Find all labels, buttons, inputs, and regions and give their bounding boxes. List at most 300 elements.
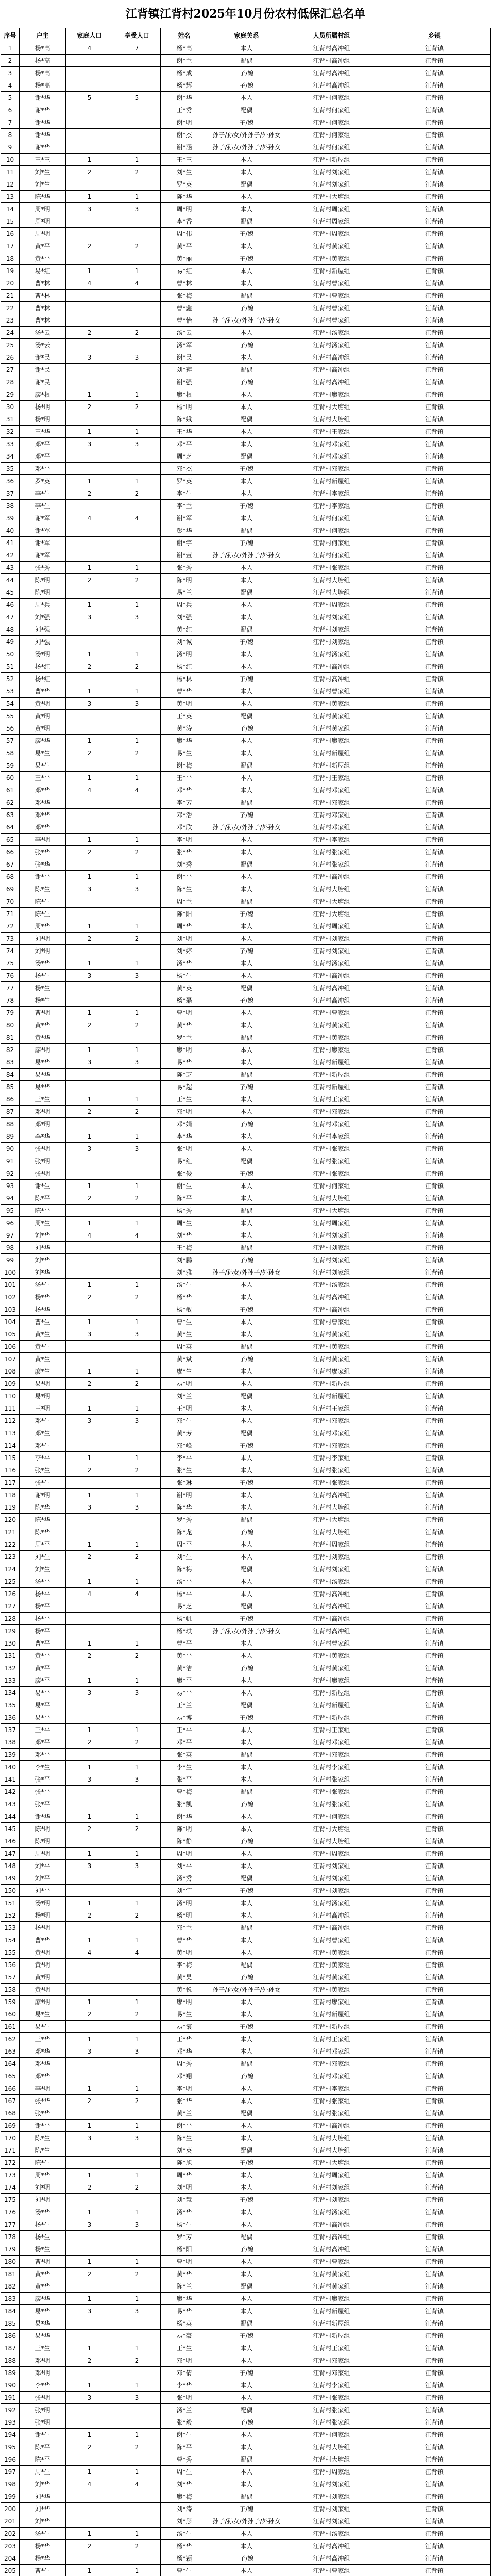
table-row (1, 2120, 491, 2132)
aid-recipients-cell (113, 1885, 161, 1897)
relationship-cell: 子/媳 (208, 2552, 285, 2565)
household-head-cell: 黄*平 (20, 1650, 66, 1662)
township-cell: 江背镇 (378, 2008, 491, 2021)
household-head-cell: 杨*生 (20, 970, 66, 982)
family-size-cell (66, 463, 113, 475)
township-cell: 江背镇 (378, 1909, 491, 1922)
table-row (1, 784, 491, 796)
relationship-cell: 本人 (208, 2441, 285, 2453)
household-head-cell: 李*华 (20, 1130, 66, 1143)
village-group-cell: 江背村大塘组 (285, 883, 378, 895)
township-cell: 江背镇 (378, 636, 491, 648)
relationship-cell: 本人 (208, 599, 285, 611)
relationship-cell: 子/媳 (208, 2330, 285, 2342)
aid-recipients-cell (113, 2317, 161, 2330)
aid-recipients-cell: 2 (113, 1019, 161, 1031)
aid-recipients-cell: 2 (113, 1464, 161, 1477)
row-number-cell: 72 (1, 920, 20, 933)
member-name-cell: 杨*生 (161, 970, 208, 982)
member-name-cell: 邓*明 (161, 1106, 208, 1118)
row-number-cell: 139 (1, 1749, 20, 1761)
row-number-cell: 98 (1, 1242, 20, 1254)
row-number-cell: 163 (1, 2045, 20, 2058)
village-group-cell: 江背村高冲组 (285, 1303, 378, 1316)
relationship-cell: 配偶 (208, 982, 285, 994)
aid-recipients-cell: 3 (113, 2132, 161, 2144)
member-name-cell: 杨*生 (161, 2218, 208, 2231)
aid-recipients-cell (113, 858, 161, 871)
family-size-cell: 4 (66, 512, 113, 524)
member-name-cell: 刘*华 (161, 1229, 208, 1242)
member-name-cell: 刘*明 (161, 2181, 208, 2194)
table-row (1, 1538, 491, 1551)
township-cell: 江背镇 (378, 2082, 491, 2095)
family-size-cell: 1 (66, 154, 113, 166)
aid-recipients-cell (113, 809, 161, 821)
aid-recipients-cell (113, 178, 161, 191)
table-row (1, 2379, 491, 2392)
member-name-cell: 陈*华 (161, 1501, 208, 1514)
household-head-cell: 杨*华 (20, 1291, 66, 1303)
household-head-cell: 张*明 (20, 1167, 66, 1180)
village-group-cell: 江背村大塘组 (285, 2441, 378, 2453)
member-name-cell: 杨*秀 (161, 1205, 208, 1217)
row-number-cell: 86 (1, 1093, 20, 1106)
household-head-cell: 易*华 (20, 2317, 66, 2330)
member-name-cell: 刘*兰 (161, 1390, 208, 1402)
household-head-cell: 张*生 (20, 1464, 66, 1477)
family-size-cell (66, 1885, 113, 1897)
aid-recipients-cell (113, 1167, 161, 1180)
aid-recipients-cell: 5 (113, 92, 161, 104)
household-head-cell: 谢*生 (20, 1180, 66, 1192)
village-group-cell: 江背村邓家组 (285, 821, 378, 834)
village-group-cell: 江背村刘家组 (285, 2503, 378, 2515)
family-size-cell (66, 1749, 113, 1761)
member-name-cell: 杨*明 (161, 1909, 208, 1922)
relationship-cell: 子/媳 (208, 2070, 285, 2082)
township-cell: 江背镇 (378, 450, 491, 463)
aid-recipients-cell: 1 (113, 2466, 161, 2478)
aid-recipients-cell: 1 (113, 1044, 161, 1056)
table-row (1, 1192, 491, 1205)
row-number-cell: 76 (1, 970, 20, 982)
member-name-cell: 陈*芝 (161, 1069, 208, 1081)
row-number-cell: 165 (1, 2070, 20, 2082)
table-row (1, 2268, 491, 2280)
row-number-cell: 50 (1, 648, 20, 660)
member-name-cell: 杨*颖 (161, 2552, 208, 2565)
family-size-cell: 1 (66, 426, 113, 438)
village-group-cell: 江背村高冲组 (285, 982, 378, 994)
township-cell: 江背镇 (378, 1365, 491, 1378)
township-cell: 江背镇 (378, 1749, 491, 1761)
village-group-cell: 江背村曹家组 (285, 314, 378, 327)
relationship-cell: 本人 (208, 846, 285, 858)
table-row (1, 1402, 491, 1415)
township-cell: 江背镇 (378, 1390, 491, 1402)
village-group-cell: 江背村李家组 (285, 834, 378, 846)
village-group-cell: 江背村刘家组 (285, 2181, 378, 2194)
village-group-cell: 江背村大塘组 (285, 1192, 378, 1205)
aid-recipients-cell: 1 (113, 1007, 161, 1019)
table-row (1, 2367, 491, 2379)
relationship-cell: 本人 (208, 2095, 285, 2107)
table-row (1, 475, 491, 487)
member-name-cell: 陈*阳 (161, 908, 208, 920)
row-number-cell: 53 (1, 685, 20, 698)
family-size-cell: 2 (66, 574, 113, 586)
village-group-cell: 江背村黄家组 (285, 240, 378, 252)
member-name-cell: 周*秀 (161, 2058, 208, 2070)
village-group-cell: 江背村廖家组 (285, 1044, 378, 1056)
village-group-cell: 江背村邓家组 (285, 1736, 378, 1749)
family-size-cell (66, 2515, 113, 2528)
relationship-cell: 子/媳 (208, 228, 285, 240)
member-name-cell: 彭*华 (161, 524, 208, 537)
member-name-cell: 周*芝 (161, 450, 208, 463)
relationship-cell: 孙子/孙女/外孙子/外孙女 (208, 141, 285, 154)
village-group-cell: 江背村王家组 (285, 2033, 378, 2045)
village-group-cell: 江背村汤家组 (285, 327, 378, 339)
row-number-cell: 107 (1, 1353, 20, 1365)
township-cell: 江背镇 (378, 1551, 491, 1563)
table-row (1, 982, 491, 994)
village-group-cell: 江背村邓家组 (285, 2354, 378, 2367)
village-group-cell: 江背村周家组 (285, 599, 378, 611)
household-head-cell: 张*秀 (20, 562, 66, 574)
village-group-cell: 江背村大塘组 (285, 413, 378, 426)
household-head-cell: 黄*生 (20, 1341, 66, 1353)
relationship-cell: 本人 (208, 191, 285, 203)
member-name-cell: 刘*慧 (161, 2194, 208, 2206)
row-number-cell: 67 (1, 858, 20, 871)
household-head-cell: 杨*高 (20, 55, 66, 67)
household-head-cell: 谢*华 (20, 104, 66, 116)
village-group-cell: 江背村黄家组 (285, 1650, 378, 1662)
member-name-cell: 陈*生 (161, 2132, 208, 2144)
relationship-cell: 本人 (208, 426, 285, 438)
township-cell: 江背镇 (378, 1736, 491, 1749)
aid-recipients-cell (113, 2515, 161, 2528)
family-size-cell: 4 (66, 1229, 113, 1242)
member-name-cell: 黄*涛 (161, 722, 208, 735)
table-row (1, 487, 491, 500)
member-name-cell: 邓*华 (161, 2045, 208, 2058)
relationship-cell: 子/媳 (208, 1303, 285, 1316)
row-number-cell: 90 (1, 1143, 20, 1155)
member-name-cell: 罗*英 (161, 475, 208, 487)
table-row (1, 2515, 491, 2528)
village-group-cell: 江背村黄家组 (285, 1946, 378, 1959)
table-row (1, 1934, 491, 1946)
family-size-cell (66, 2416, 113, 2429)
family-size-cell: 1 (66, 1489, 113, 1501)
family-size-cell: 3 (66, 1773, 113, 1786)
family-size-cell: 3 (66, 611, 113, 623)
table-row (1, 698, 491, 710)
township-cell: 江背镇 (378, 2268, 491, 2280)
member-name-cell: 王*平 (161, 772, 208, 784)
household-head-cell: 邓*生 (20, 1439, 66, 1452)
household-head-cell: 刘*华 (20, 1242, 66, 1254)
family-size-cell: 1 (66, 2206, 113, 2218)
member-name-cell: 张*华 (161, 2095, 208, 2107)
family-size-cell (66, 2058, 113, 2070)
township-cell: 江背镇 (378, 1563, 491, 1575)
table-row (1, 2441, 491, 2453)
member-name-cell: 谢*梅 (161, 759, 208, 772)
table-row (1, 1885, 491, 1897)
household-head-cell: 杨*明 (20, 1909, 66, 1922)
member-name-cell: 周*生 (161, 1217, 208, 1229)
row-number-cell: 42 (1, 549, 20, 562)
relationship-cell: 本人 (208, 1106, 285, 1118)
table-row (1, 1687, 491, 1699)
member-name-cell: 邓*浩 (161, 809, 208, 821)
row-number-cell: 28 (1, 376, 20, 388)
table-row (1, 1575, 491, 1588)
township-cell: 江背镇 (378, 970, 491, 982)
household-head-cell: 张*平 (20, 1773, 66, 1786)
member-name-cell: 易*红 (161, 1155, 208, 1167)
table-row (1, 735, 491, 747)
village-group-cell: 江背村新屋组 (285, 2008, 378, 2021)
village-group-cell: 江背村大塘组 (285, 191, 378, 203)
member-name-cell: 李*生 (161, 487, 208, 500)
family-size-cell: 1 (66, 957, 113, 970)
relationship-cell: 本人 (208, 1650, 285, 1662)
table-row (1, 1143, 491, 1155)
relationship-cell: 配偶 (208, 796, 285, 809)
row-number-cell: 22 (1, 302, 20, 314)
village-group-cell: 江背村刘家组 (285, 1563, 378, 1575)
row-number-cell: 126 (1, 1588, 20, 1600)
member-name-cell: 汤*生 (161, 2528, 208, 2540)
relationship-cell: 配偶 (208, 364, 285, 376)
member-name-cell: 黄*红 (161, 623, 208, 636)
village-group-cell: 江背村高冲组 (285, 660, 378, 673)
village-group-cell: 江背村刘家组 (285, 1860, 378, 1872)
row-number-cell: 14 (1, 203, 20, 215)
family-size-cell: 2 (66, 240, 113, 252)
aid-recipients-cell: 3 (113, 2305, 161, 2317)
village-group-cell: 江背村高冲组 (285, 1489, 378, 1501)
family-size-cell (66, 1242, 113, 1254)
relationship-cell: 本人 (208, 1279, 285, 1291)
township-cell: 江背镇 (378, 1711, 491, 1724)
household-head-cell: 刘*平 (20, 1885, 66, 1897)
member-name-cell: 张*生 (161, 1464, 208, 1477)
header-cell: 家庭关系 (208, 28, 285, 42)
table-row (1, 2107, 491, 2120)
relationship-cell: 本人 (208, 1291, 285, 1303)
table-row (1, 821, 491, 834)
row-number-cell: 39 (1, 512, 20, 524)
table-row (1, 1118, 491, 1130)
relationship-cell: 本人 (208, 2206, 285, 2218)
village-group-cell: 江背村周家组 (285, 1217, 378, 1229)
township-cell: 江背镇 (378, 1093, 491, 1106)
relationship-cell: 配偶 (208, 2404, 285, 2416)
township-cell: 江背镇 (378, 1291, 491, 1303)
household-head-cell: 周*明 (20, 228, 66, 240)
household-head-cell: 谢*华 (20, 1810, 66, 1823)
row-number-cell: 202 (1, 2528, 20, 2540)
row-number-cell: 166 (1, 2082, 20, 2095)
township-cell: 江背镇 (378, 42, 491, 55)
household-head-cell: 陈*平 (20, 1192, 66, 1205)
row-number-cell: 29 (1, 388, 20, 401)
household-head-cell: 罗*英 (20, 475, 66, 487)
row-number-cell: 124 (1, 1563, 20, 1575)
relationship-cell: 本人 (208, 1934, 285, 1946)
member-name-cell: 廖*根 (161, 388, 208, 401)
row-number-cell: 104 (1, 1316, 20, 1328)
family-size-cell (66, 673, 113, 685)
member-name-cell: 王*兰 (161, 1699, 208, 1711)
village-group-cell: 江背村新屋组 (285, 1390, 378, 1402)
row-number-cell: 112 (1, 1415, 20, 1427)
member-name-cell: 张*俊 (161, 1167, 208, 1180)
table-row (1, 685, 491, 698)
household-head-cell: 陈*华 (20, 1514, 66, 1526)
table-row (1, 2157, 491, 2169)
member-name-cell: 邓*华 (161, 784, 208, 796)
relationship-cell: 子/媳 (208, 1613, 285, 1625)
village-group-cell: 江背村周家组 (285, 1538, 378, 1551)
household-head-cell: 邓*华 (20, 821, 66, 834)
table-row (1, 2194, 491, 2206)
village-group-cell: 江背村何家组 (285, 129, 378, 141)
family-size-cell (66, 2367, 113, 2379)
township-cell: 江背镇 (378, 648, 491, 660)
table-row (1, 895, 491, 908)
household-head-cell: 陈*明 (20, 574, 66, 586)
relationship-cell: 本人 (208, 920, 285, 933)
member-name-cell: 谢*平 (161, 2120, 208, 2132)
village-group-cell: 江背村张家组 (285, 562, 378, 574)
township-cell: 江背镇 (378, 957, 491, 970)
family-size-cell: 1 (66, 1093, 113, 1106)
household-head-cell: 易*华 (20, 1056, 66, 1069)
household-head-cell: 杨*红 (20, 660, 66, 673)
row-number-cell: 204 (1, 2552, 20, 2565)
household-head-cell: 易*明 (20, 1390, 66, 1402)
table-row (1, 2033, 491, 2045)
township-cell: 江背镇 (378, 2515, 491, 2528)
township-cell: 江背镇 (378, 388, 491, 401)
household-head-cell: 谢*民 (20, 351, 66, 364)
household-head-cell: 汤*生 (20, 2528, 66, 2540)
village-group-cell: 江背村刘家组 (285, 2194, 378, 2206)
relationship-cell: 配偶 (208, 1069, 285, 1081)
member-name-cell: 廖*明 (161, 1996, 208, 2008)
table-row (1, 623, 491, 636)
table-row (1, 203, 491, 215)
aid-recipients-cell: 1 (113, 2206, 161, 2218)
family-size-cell: 2 (66, 401, 113, 413)
row-number-cell: 96 (1, 1217, 20, 1229)
household-head-cell: 曹*华 (20, 685, 66, 698)
village-group-cell: 江背村刘家组 (285, 2478, 378, 2490)
row-number-cell: 61 (1, 784, 20, 796)
table-row (1, 1031, 491, 1044)
aid-recipients-cell (113, 290, 161, 302)
family-size-cell: 3 (66, 883, 113, 895)
relationship-cell: 本人 (208, 2256, 285, 2268)
row-number-cell: 43 (1, 562, 20, 574)
village-group-cell: 江背村黄家组 (285, 2268, 378, 2280)
aid-recipients-cell: 1 (113, 1180, 161, 1192)
table-row (1, 2293, 491, 2305)
village-group-cell: 江背村王家组 (285, 1402, 378, 1415)
village-group-cell: 江背村黄家组 (285, 1031, 378, 1044)
relationship-cell: 本人 (208, 154, 285, 166)
township-cell: 江背镇 (378, 1415, 491, 1427)
aid-recipients-cell (113, 994, 161, 1007)
township-cell: 江背镇 (378, 327, 491, 339)
family-size-cell (66, 2231, 113, 2243)
member-name-cell: 周*明 (161, 1848, 208, 1860)
aid-recipients-cell: 1 (113, 871, 161, 883)
family-size-cell: 1 (66, 1044, 113, 1056)
household-head-cell: 廖*明 (20, 1044, 66, 1056)
family-size-cell (66, 821, 113, 834)
household-head-cell: 邓*华 (20, 2058, 66, 2070)
member-name-cell: 周*生 (161, 2466, 208, 2478)
row-number-cell: 201 (1, 2515, 20, 2528)
household-head-cell: 邓*平 (20, 438, 66, 450)
table-row (1, 339, 491, 351)
family-size-cell: 3 (66, 2392, 113, 2404)
table-row (1, 1341, 491, 1353)
table-row (1, 1823, 491, 1835)
village-group-cell: 江背村邓家组 (285, 2367, 378, 2379)
relationship-cell: 本人 (208, 1674, 285, 1687)
member-name-cell: 刘*生 (161, 1551, 208, 1563)
aid-recipients-cell (113, 104, 161, 116)
member-name-cell: 汤*云 (161, 327, 208, 339)
family-size-cell (66, 1959, 113, 1971)
document-title: 江背镇江背村2025年10月份农村低保汇总名单 (125, 7, 366, 21)
village-group-cell: 江背村高冲组 (285, 2120, 378, 2132)
aid-recipients-cell: 2 (113, 933, 161, 945)
aid-recipients-cell (113, 1242, 161, 1254)
table-row (1, 376, 491, 388)
aid-recipients-cell (113, 1625, 161, 1637)
village-group-cell: 江背村大塘组 (285, 1835, 378, 1848)
relationship-cell: 本人 (208, 2466, 285, 2478)
township-cell: 江背镇 (378, 154, 491, 166)
table-row (1, 747, 491, 759)
row-number-cell: 156 (1, 1959, 20, 1971)
relationship-cell: 配偶 (208, 1922, 285, 1934)
table-row (1, 2095, 491, 2107)
household-head-cell: 邓*生 (20, 1427, 66, 1439)
township-cell: 江背镇 (378, 2305, 491, 2317)
family-size-cell (66, 982, 113, 994)
household-head-cell: 杨*华 (20, 1303, 66, 1316)
family-size-cell (66, 1922, 113, 1934)
row-number-cell: 122 (1, 1538, 20, 1551)
aid-recipients-cell (113, 537, 161, 549)
table-row (1, 2416, 491, 2429)
family-size-cell (66, 2317, 113, 2330)
relationship-cell: 子/媳 (208, 809, 285, 821)
relationship-cell: 配偶 (208, 290, 285, 302)
relationship-cell: 配偶 (208, 623, 285, 636)
